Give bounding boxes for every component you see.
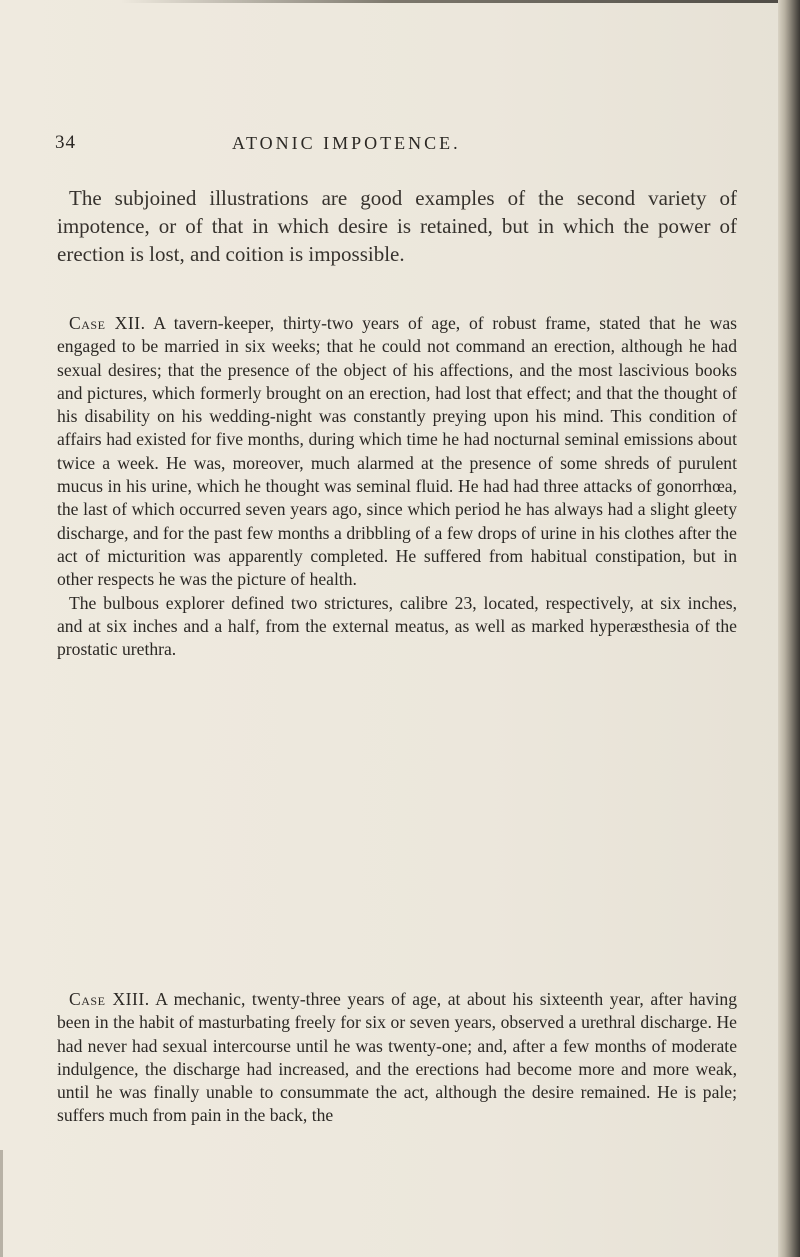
case-xiii-paragraph-1 bbox=[57, 988, 737, 1128]
case-xiii bbox=[57, 988, 737, 1128]
page-number: 34 bbox=[55, 132, 76, 153]
case-xii-paragraph-1 bbox=[57, 312, 737, 592]
case-xii-label: Case XII. bbox=[69, 313, 146, 333]
case-xii-text-1: A tavern-keeper, thirty-two years of age, of robust frame, stated that he was engaged to be married in six weeks; that he could not command an erection, although he had sexual desires; that the presence of the object of his affections, and the most lascivious books and pictures, which formerly brought on an erection, had lost that effect; and that the thought of his disability on his wedding-night was constantly preying upon his mind. This condition of affairs had existed for five months, during which time he had nocturnal seminal emissions about twice a week. He was, moreover, much alarmed at the presence of some shreds of purulent mucus in his urine, which he thought was seminal fluid. He had had three attacks of gonorrhœa, the last of which occurred seven years ago, since which period he has always had a slight gleety discharge, and for the past few months a dribbling of a few drops of urine in his clothes after the act of micturition was apparently completed. He suffered from habitual constipation, but in other respects he was the picture of health. bbox=[57, 313, 737, 590]
case-xii-paragraph-2: The bulbous explorer defined two strictures, calibre 23, located, respectively, at six inches, and at six inches and a half, from the external meatus, as well as marked hyperæsthesia of the prostatic urethra. bbox=[57, 592, 737, 660]
intro-paragraph: The subjoined illustrations are good examples of the second variety of impotence, or of that in which desire is retained, but in which the power of erection is lost, and coition is impossible. bbox=[57, 186, 737, 266]
case-xiii-text-1: A mechanic, twenty-three years of age, at about his sixteenth year, after having been in the habit of masturbating freely for six or seven years, observed a urethral discharge. He had never had sexual intercourse until he was twenty-one; and, after a few months of moderate indulgence, the discharge had increased, and the erections had become more and more weak, until he was finally unable to consummate the act, although the desire remained. He is pale; suffers much from pain in the back, the bbox=[57, 989, 737, 1126]
page-edge-mark bbox=[0, 1150, 3, 1257]
case-xiii-label: Case XIII. bbox=[69, 989, 150, 1009]
book-spine-shadow bbox=[778, 0, 800, 1257]
page-header bbox=[0, 132, 800, 162]
case-xii bbox=[57, 312, 737, 661]
page-top-edge bbox=[120, 0, 800, 3]
running-title: ATONIC IMPOTENCE. bbox=[232, 133, 461, 153]
